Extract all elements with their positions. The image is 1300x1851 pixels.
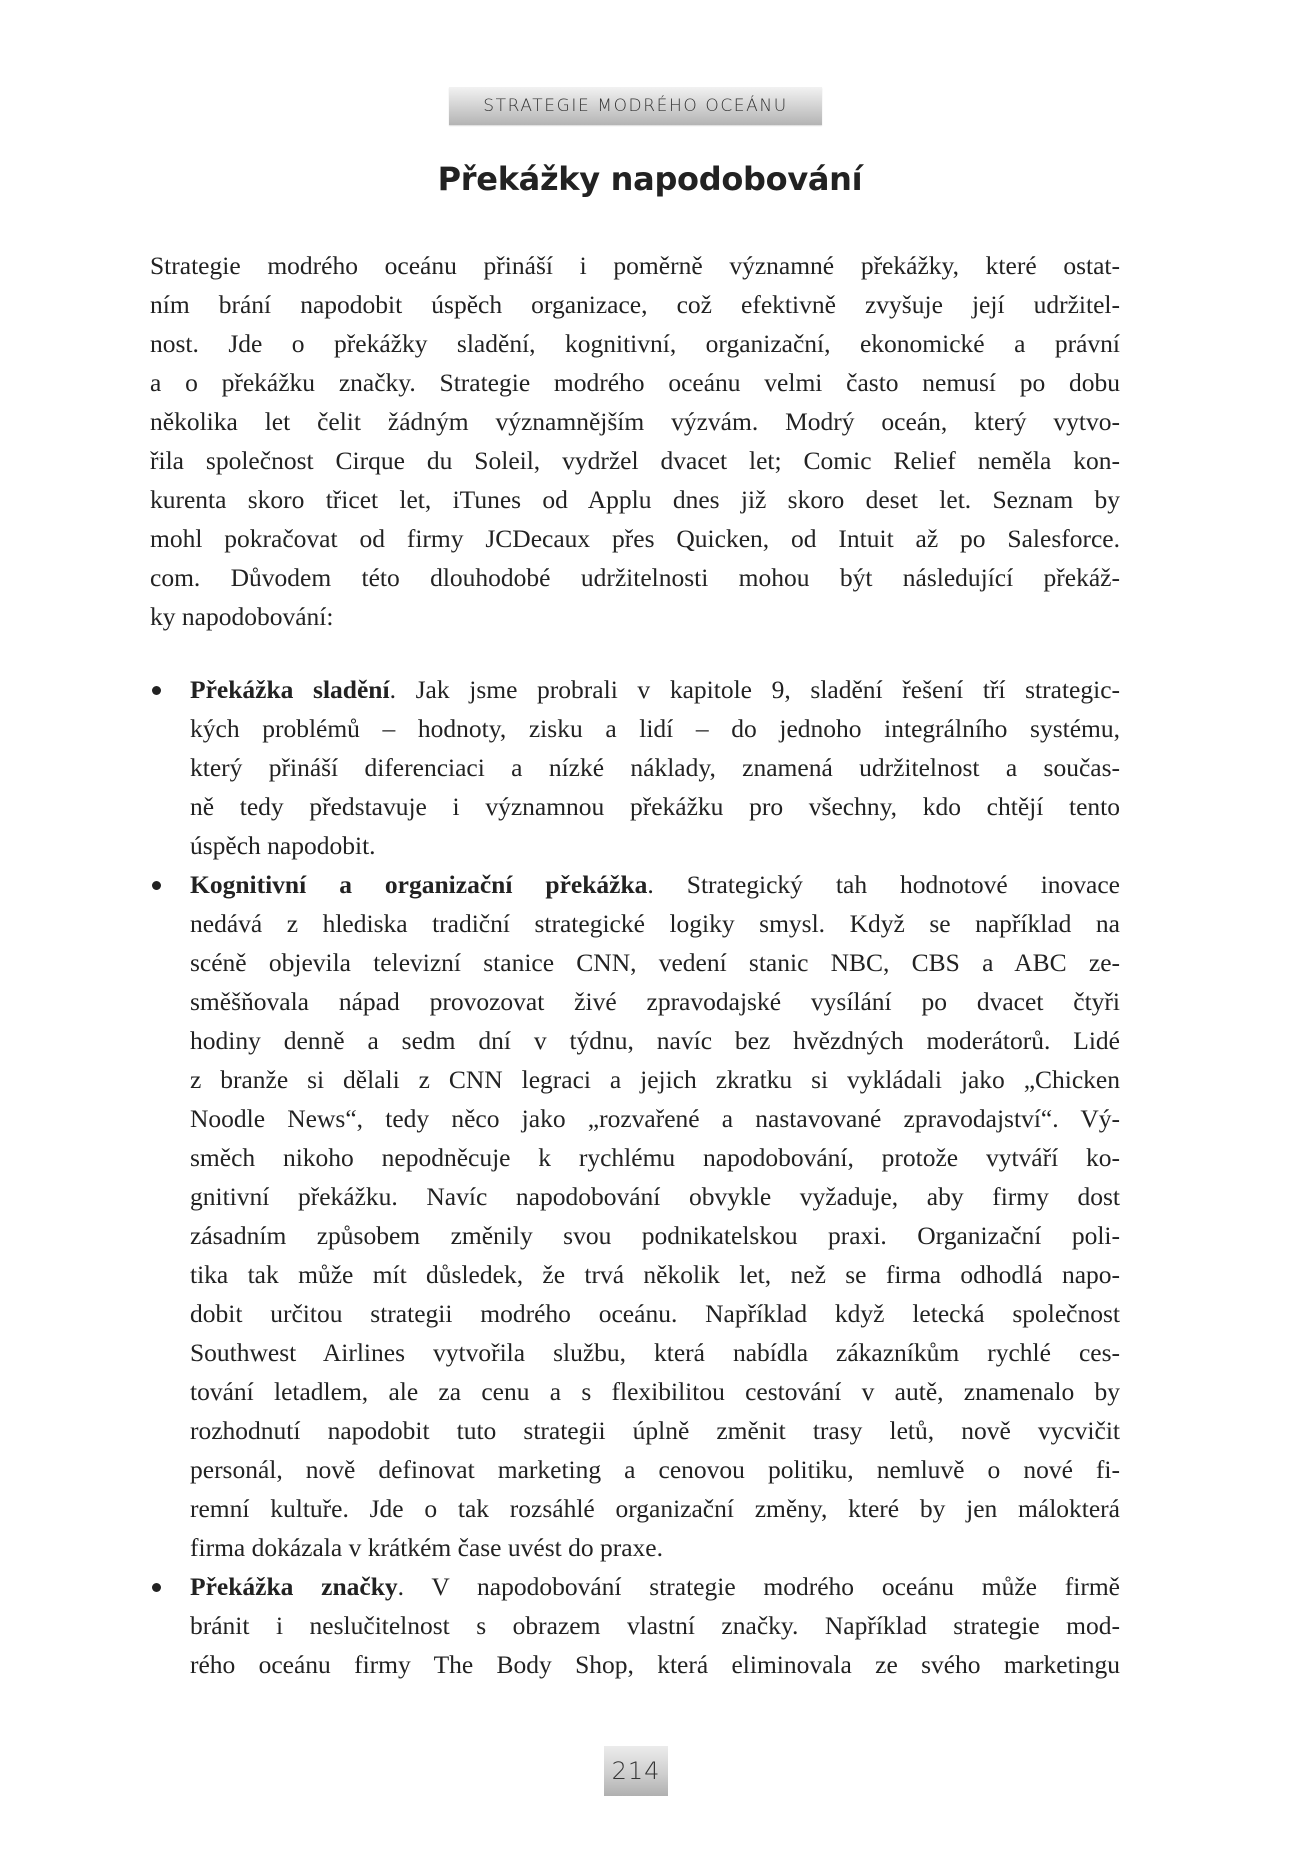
text-line: Kognitivní a organizační překážka. Strategický tah hodnotové inovace bbox=[190, 870, 1120, 899]
bullet-item-brand-barrier bbox=[150, 1567, 1120, 1684]
text-line: Strategie modrého oceánu přináší i poměrně významné překážky, které ostat- bbox=[150, 251, 1120, 280]
bullet-term: Kognitivní a organizační překážka bbox=[190, 870, 648, 899]
text-line: kurenta skoro třicet let, iTunes od Applu dnes již skoro deset let. Seznam by bbox=[150, 485, 1120, 514]
text-line: dobit určitou strategii modrého oceánu. Například když letecká společnost bbox=[190, 1299, 1120, 1328]
text-line: tování letadlem, ale za cenu a s flexibilitou cestování v autě, znamenalo by bbox=[190, 1377, 1120, 1406]
text-line: com. Důvodem této dlouhodobé udržitelnosti mohou být následující překáž- bbox=[150, 563, 1120, 592]
text-line: firma dokázala v krátkém čase uvést do praxe. bbox=[190, 1533, 663, 1562]
text-line: Překážka sladění. Jak jsme probrali v kapitole 9, sladění řešení tří strategic- bbox=[190, 675, 1121, 704]
text-line: bránit i neslučitelnost s obrazem vlastní značky. Například strategie mod- bbox=[190, 1611, 1120, 1640]
text-line: úspěch napodobit. bbox=[190, 831, 376, 860]
text-line: mohl pokračovat od firmy JCDecaux přes Quicken, od Intuit až po Salesforce. bbox=[150, 524, 1120, 553]
text-line: který přináší diferenciaci a nízké náklady, znamená udržitelnost a součas- bbox=[190, 753, 1120, 782]
bullet-term: Překážka sladění bbox=[190, 675, 390, 704]
text-line: rého oceánu firmy The Body Shop, která eliminovala ze svého marketingu bbox=[190, 1650, 1120, 1679]
text-line: remní kultuře. Jde o tak rozsáhlé organizační změny, které by jen málokterá bbox=[190, 1494, 1120, 1523]
text-line: Noodle News“, tedy něco jako „rozvařené a nastavované zpravodajství“. Vý- bbox=[190, 1104, 1120, 1133]
running-head-text: STRATEGIE MODRÉHO OCEÁNU bbox=[483, 96, 788, 116]
bullet-icon bbox=[152, 686, 161, 695]
page-number-text: 214 bbox=[611, 1757, 661, 1785]
intro-paragraph bbox=[150, 246, 1120, 636]
text-line: gnitivní překážku. Navíc napodobování obvykle vyžaduje, aby firmy dost bbox=[190, 1182, 1120, 1211]
bullet-icon bbox=[152, 881, 161, 890]
text-line: kých problémů – hodnoty, zisku a lidí – do jednoho integrálního systému, bbox=[190, 714, 1120, 743]
running-head bbox=[449, 87, 822, 125]
text-line: scéně objevila televizní stanice CNN, vedení stanic NBC, CBS a ABC ze- bbox=[190, 948, 1120, 977]
text-line: směšňovala nápad provozovat živé zpravodajské vysílání po dvacet čtyři bbox=[190, 987, 1120, 1016]
text-line: tika tak může mít důsledek, že trvá několik let, než se firma odhodlá napo- bbox=[190, 1260, 1120, 1289]
text-line: nedává z hlediska tradiční strategické logiky smysl. Když se například na bbox=[190, 909, 1120, 938]
page-number bbox=[604, 1746, 668, 1796]
section-title: Překážky napodobování bbox=[437, 160, 863, 198]
text-line: a o překážku značky. Strategie modrého oceánu velmi často nemusí po dobu bbox=[150, 368, 1120, 397]
bullet-icon bbox=[152, 1583, 161, 1592]
text-line: nost. Jde o překážky sladění, kognitivní, organizační, ekonomické a právní bbox=[150, 329, 1120, 358]
text-line: několika let čelit žádným významnějším výzvám. Modrý oceán, který vytvo- bbox=[150, 407, 1120, 436]
bullet-item-cognitive-barrier bbox=[150, 865, 1120, 1567]
text-line: hodiny denně a sedm dní v týdnu, navíc bez hvězdných moderátorů. Lidé bbox=[190, 1026, 1120, 1055]
text-line: rozhodnutí napodobit tuto strategii úplně změnit trasy letů, nově vycvičit bbox=[190, 1416, 1120, 1445]
text-line: Southwest Airlines vytvořila službu, která nabídla zákazníkům rychlé ces- bbox=[190, 1338, 1120, 1367]
text-line: ním brání napodobit úspěch organizace, což efektivně zvyšuje její udržitel- bbox=[150, 290, 1120, 319]
bullet-term: Překážka značky bbox=[190, 1572, 398, 1601]
text-line: směch nikoho nepodněcuje k rychlému napodobování, protože vytváří ko- bbox=[190, 1143, 1120, 1172]
bullet-list bbox=[150, 670, 1120, 1684]
bullet-item-alignment-barrier bbox=[150, 670, 1120, 865]
text-line: Překážka značky. V napodobování strategie modrého oceánu může firmě bbox=[190, 1572, 1120, 1601]
text-line: personál, nově definovat marketing a cenovou politiku, nemluvě o nové fi- bbox=[190, 1455, 1120, 1484]
text-line: z branže si dělali z CNN legraci a jejich zkratku si vykládali jako „Chicken bbox=[190, 1065, 1120, 1094]
text-line: zásadním způsobem změnily svou podnikatelskou praxi. Organizační poli- bbox=[190, 1221, 1120, 1250]
text-line: řila společnost Cirque du Soleil, vydržel dvacet let; Comic Relief neměla kon- bbox=[150, 446, 1120, 475]
text-line: ně tedy představuje i významnou překážku pro všechny, kdo chtějí tento bbox=[190, 792, 1120, 821]
text-line: ky napodobování: bbox=[150, 602, 334, 631]
